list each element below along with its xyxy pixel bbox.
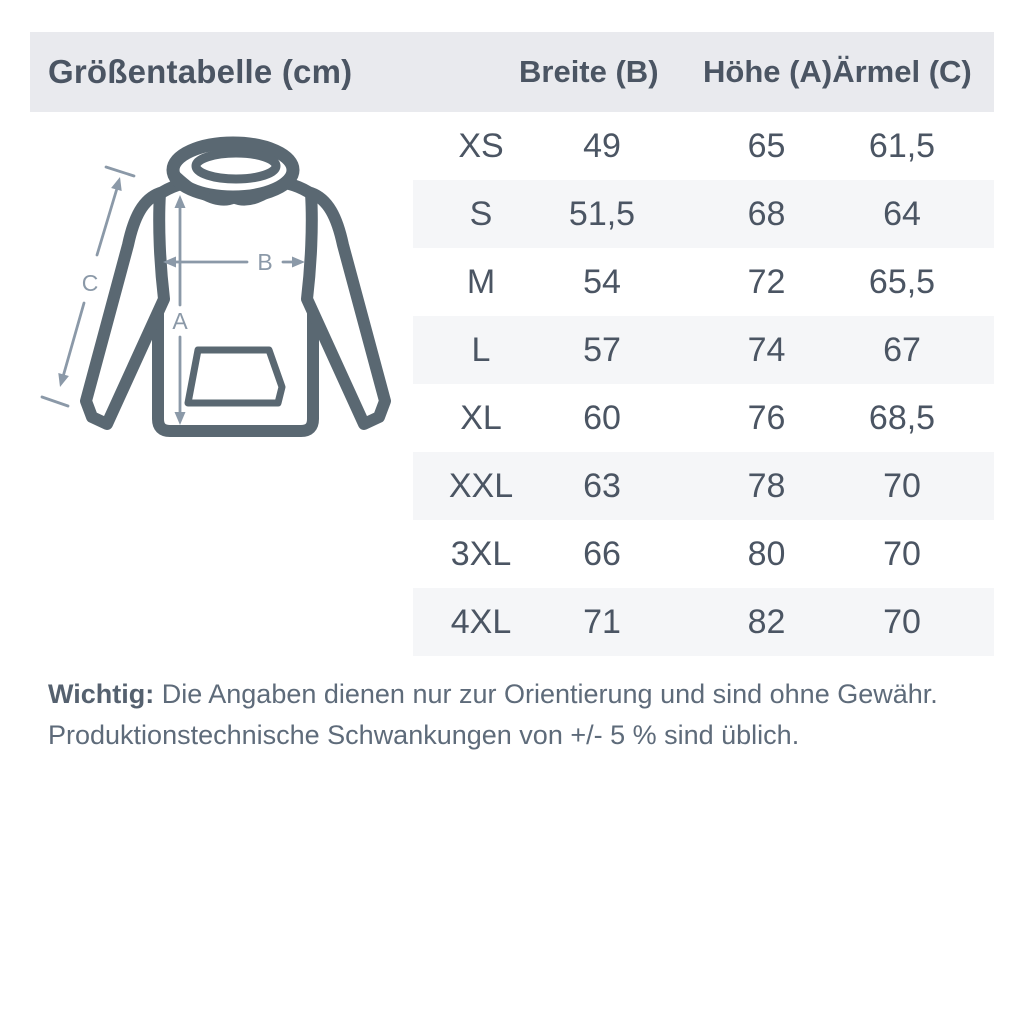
hoodie-diagram [40,125,410,455]
table-row [413,520,994,588]
table-row [413,180,994,248]
sleeve-cell: 61,5 [868,126,936,165]
size-cell: 3XL [450,534,512,573]
table-row [413,112,994,180]
height-cell: 68 [747,194,786,233]
sleeve-cell: 70 [883,602,921,641]
size-cell: M [466,262,496,301]
disclaimer-line-1: Wichtig: Die Angaben dienen nur zur Orientierung und sind ohne Gewähr. [48,679,938,709]
table-row [413,248,994,316]
size-cell: XXL [448,466,514,505]
width-cell: 57 [583,330,621,369]
dimension-a-label: A [172,308,188,334]
height-cell: 65 [747,126,786,165]
hoodie-pocket [188,350,282,403]
sleeve-cell: 70 [883,534,921,573]
width-cell: 49 [583,126,621,165]
size-cell: 4XL [450,602,512,641]
table-row [413,316,994,384]
sleeve-cell: 64 [883,194,921,233]
width-cell: 63 [583,466,621,505]
height-cell: 72 [747,262,786,301]
table-row [413,588,994,656]
page-title: Größentabelle (cm) [48,53,353,90]
sleeve-cell: 65,5 [868,262,936,301]
size-table [413,112,994,656]
size-cell: XL [460,398,502,437]
width-cell: 71 [583,602,621,641]
table-header-band [30,32,994,112]
width-cell: 60 [583,398,621,437]
disclaimer-label: Wichtig: [48,679,155,709]
dimension-b-label: B [257,249,273,275]
disclaimer-note [48,674,988,756]
height-cell: 76 [747,398,786,437]
column-header-sleeve: Ärmel (C) [832,54,972,89]
width-cell: 66 [583,534,621,573]
width-cell: 54 [583,262,621,301]
height-cell: 78 [747,466,786,505]
width-cell: 51,5 [568,194,636,233]
sleeve-cell: 68,5 [868,398,936,437]
disclaimer-line-2: Produktionstechnische Schwankungen von +/- 5 % sind üblich. [48,720,800,750]
size-cell: S [469,194,493,233]
column-header-height: Höhe (A) [703,54,833,89]
table-row [413,452,994,520]
dimension-c-label: C [81,270,99,296]
column-header-width: Breite (B) [519,54,659,89]
height-cell: 80 [747,534,786,573]
table-row [413,384,994,452]
height-cell: 82 [747,602,786,641]
sleeve-cell: 70 [883,466,921,505]
size-cell: XS [458,126,504,165]
size-cell: L [471,330,491,369]
height-cell: 74 [747,330,786,369]
sleeve-cell: 67 [883,330,921,369]
